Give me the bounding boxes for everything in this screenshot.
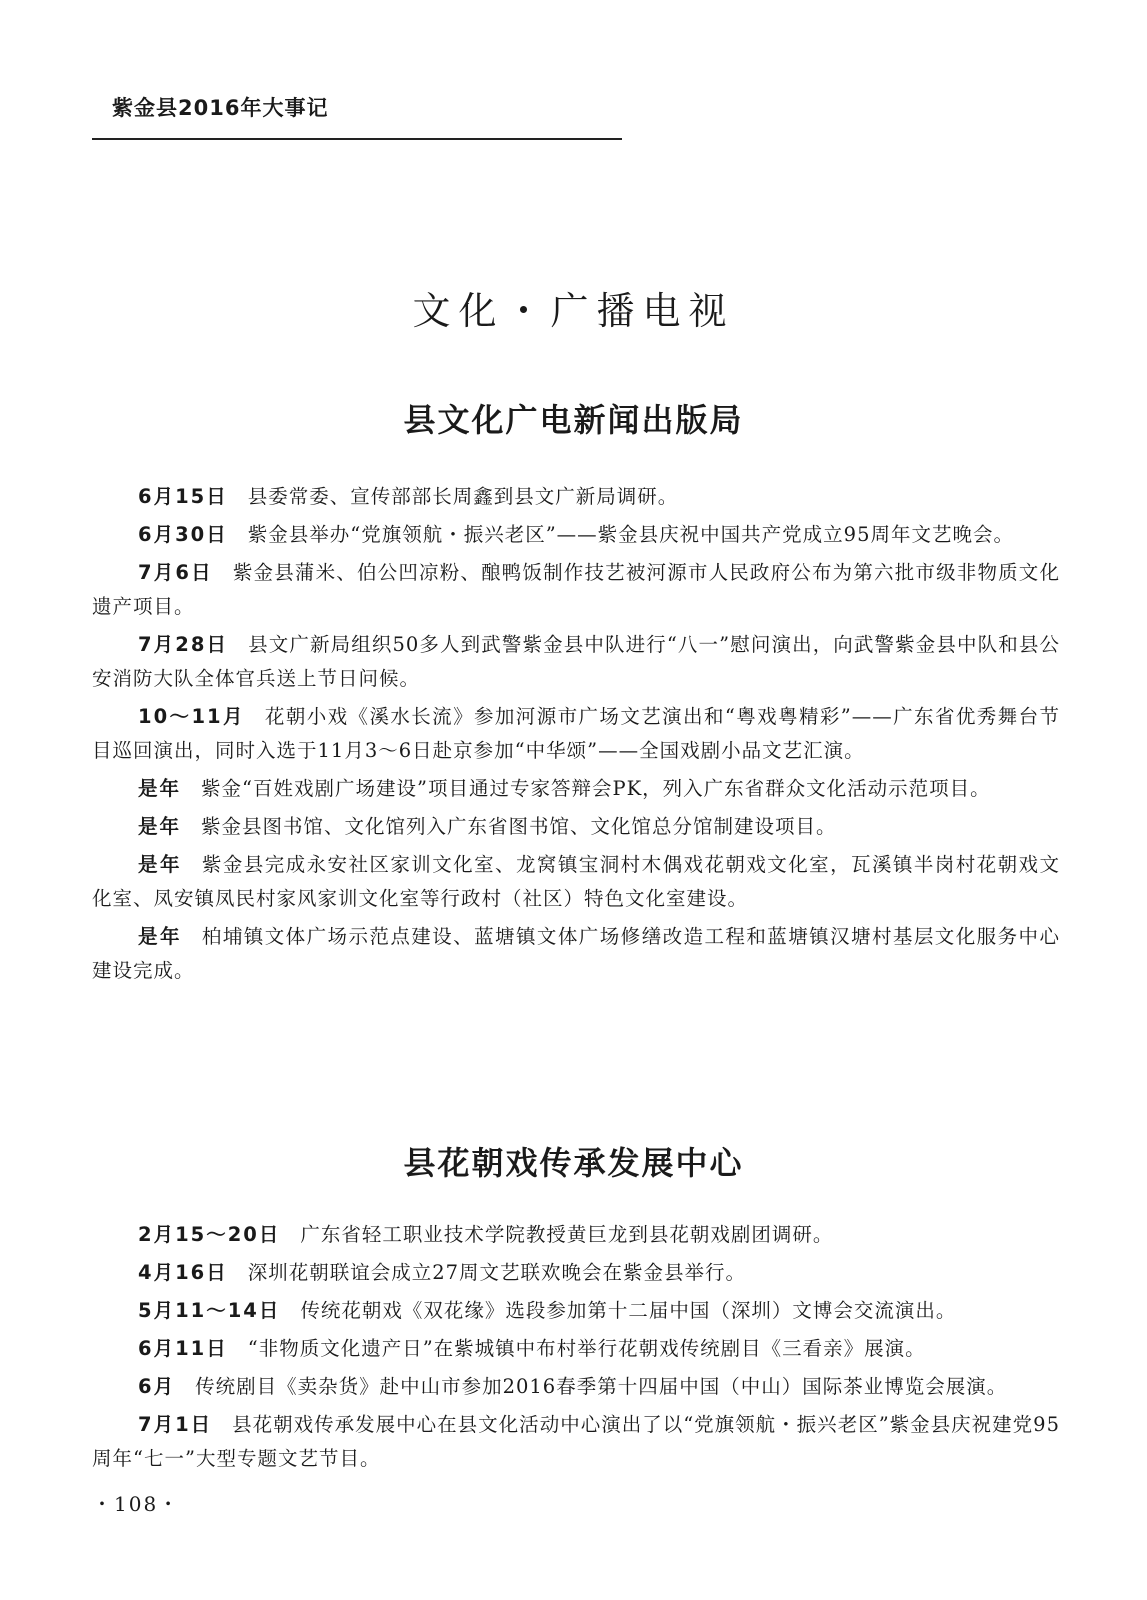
event-entry [92, 480, 1060, 514]
page-number: ・108・ [92, 1492, 181, 1516]
event-text: 柏埔镇文体广场示范点建设、蓝塘镇文体广场修缮改造工程和蓝塘镇汉塘村基层文化服务中心建设完成。 [92, 925, 1060, 982]
event-text: 紫金县完成永安社区家训文化室、龙窝镇宝洞村木偶戏花朝戏文化室，瓦溪镇半岗村花朝戏文化室、凤安镇凤民村家风家训文化室等行政村（社区）特色文化室建设。 [92, 853, 1060, 910]
event-entry [92, 848, 1060, 916]
event-entry [92, 772, 1060, 806]
event-entry [92, 628, 1060, 696]
subsection-title: 县花朝戏传承发展中心 [403, 1144, 744, 1182]
event-entry [92, 1408, 1060, 1476]
event-date: 6月11日 [138, 1337, 228, 1360]
event-entry [92, 810, 1060, 844]
event-text: 深圳花朝联谊会成立27周文艺联欢晚会在紫金县举行。 [247, 1261, 747, 1284]
event-date: 7月6日 [138, 561, 213, 584]
running-head-title: 紫金县2016年大事记 [112, 96, 329, 120]
event-entry [92, 1218, 1060, 1252]
event-date: 4月16日 [138, 1261, 228, 1284]
event-date: 是年 [138, 925, 182, 948]
event-date: 6月 [138, 1375, 176, 1398]
event-entry [92, 518, 1060, 552]
event-entry [92, 1370, 1060, 1404]
event-date: 7月28日 [138, 633, 229, 656]
event-text: 县花朝戏传承发展中心在县文化活动中心演出了以“党旗领航・振兴老区”紫金县庆祝建党95周年“七一”大型专题文艺节目。 [92, 1413, 1060, 1470]
event-text: 县委常委、宣传部部长周鑫到县文广新局调研。 [247, 485, 679, 508]
event-date: 是年 [138, 815, 182, 838]
event-date: 10～11月 [138, 705, 245, 728]
event-date: 7月1日 [138, 1413, 213, 1436]
event-text: 紫金县蒲米、伯公凹凉粉、酿鸭饭制作技艺被河源市人民政府公布为第六批市级非物质文化遗产项目。 [92, 561, 1060, 618]
event-text: 传统剧目《卖杂货》赴中山市参加2016春季第十四届中国（中山）国际茶业博览会展演。 [195, 1375, 1008, 1398]
event-text: 花朝小戏《溪水长流》参加河源市广场文艺演出和“粤戏粤精彩”——广东省优秀舞台节目巡回演出，同时入选于11月3～6日赴京参加“中华颂”——全国戏剧小品文艺汇演。 [92, 705, 1060, 762]
section-title: 文化・广播电视 [412, 289, 735, 333]
event-entry [92, 556, 1060, 624]
event-date: 是年 [138, 777, 182, 800]
event-date: 6月30日 [138, 523, 228, 546]
event-text: 广东省轻工职业技术学院教授黄巨龙到县花朝戏剧团调研。 [300, 1223, 834, 1246]
event-text: 传统花朝戏《双花缘》选段参加第十二届中国（深圳）文博会交流演出。 [300, 1299, 957, 1322]
entry-list [92, 480, 1060, 992]
event-text: 紫金县图书馆、文化馆列入广东省图书馆、文化馆总分馆制建设项目。 [201, 815, 837, 838]
entry-list [92, 1218, 1060, 1480]
subsection-title: 县文化广电新闻出版局 [403, 401, 744, 439]
event-date: 是年 [138, 853, 182, 876]
event-entry [92, 700, 1060, 768]
header-rule [92, 138, 622, 140]
event-date: 5月11～14日 [138, 1299, 281, 1322]
event-date: 6月15日 [138, 485, 228, 508]
event-text: 县文广新局组织50多人到武警紫金县中队进行“八一”慰问演出，向武警紫金县中队和县公安消防大队全体官兵送上节日问候。 [92, 633, 1060, 690]
event-text: 紫金县举办“党旗领航・振兴老区”——紫金县庆祝中国共产党成立95周年文艺晚会。 [247, 523, 1014, 546]
event-text: “非物质文化遗产日”在紫城镇中布村举行花朝戏传统剧目《三看亲》展演。 [247, 1337, 926, 1360]
event-entry [92, 1256, 1060, 1290]
event-text: 紫金“百姓戏剧广场建设”项目通过专家答辩会PK，列入广东省群众文化活动示范项目。 [201, 777, 991, 800]
event-entry [92, 920, 1060, 988]
event-date: 2月15～20日 [138, 1223, 281, 1246]
event-entry [92, 1294, 1060, 1328]
event-entry [92, 1332, 1060, 1366]
